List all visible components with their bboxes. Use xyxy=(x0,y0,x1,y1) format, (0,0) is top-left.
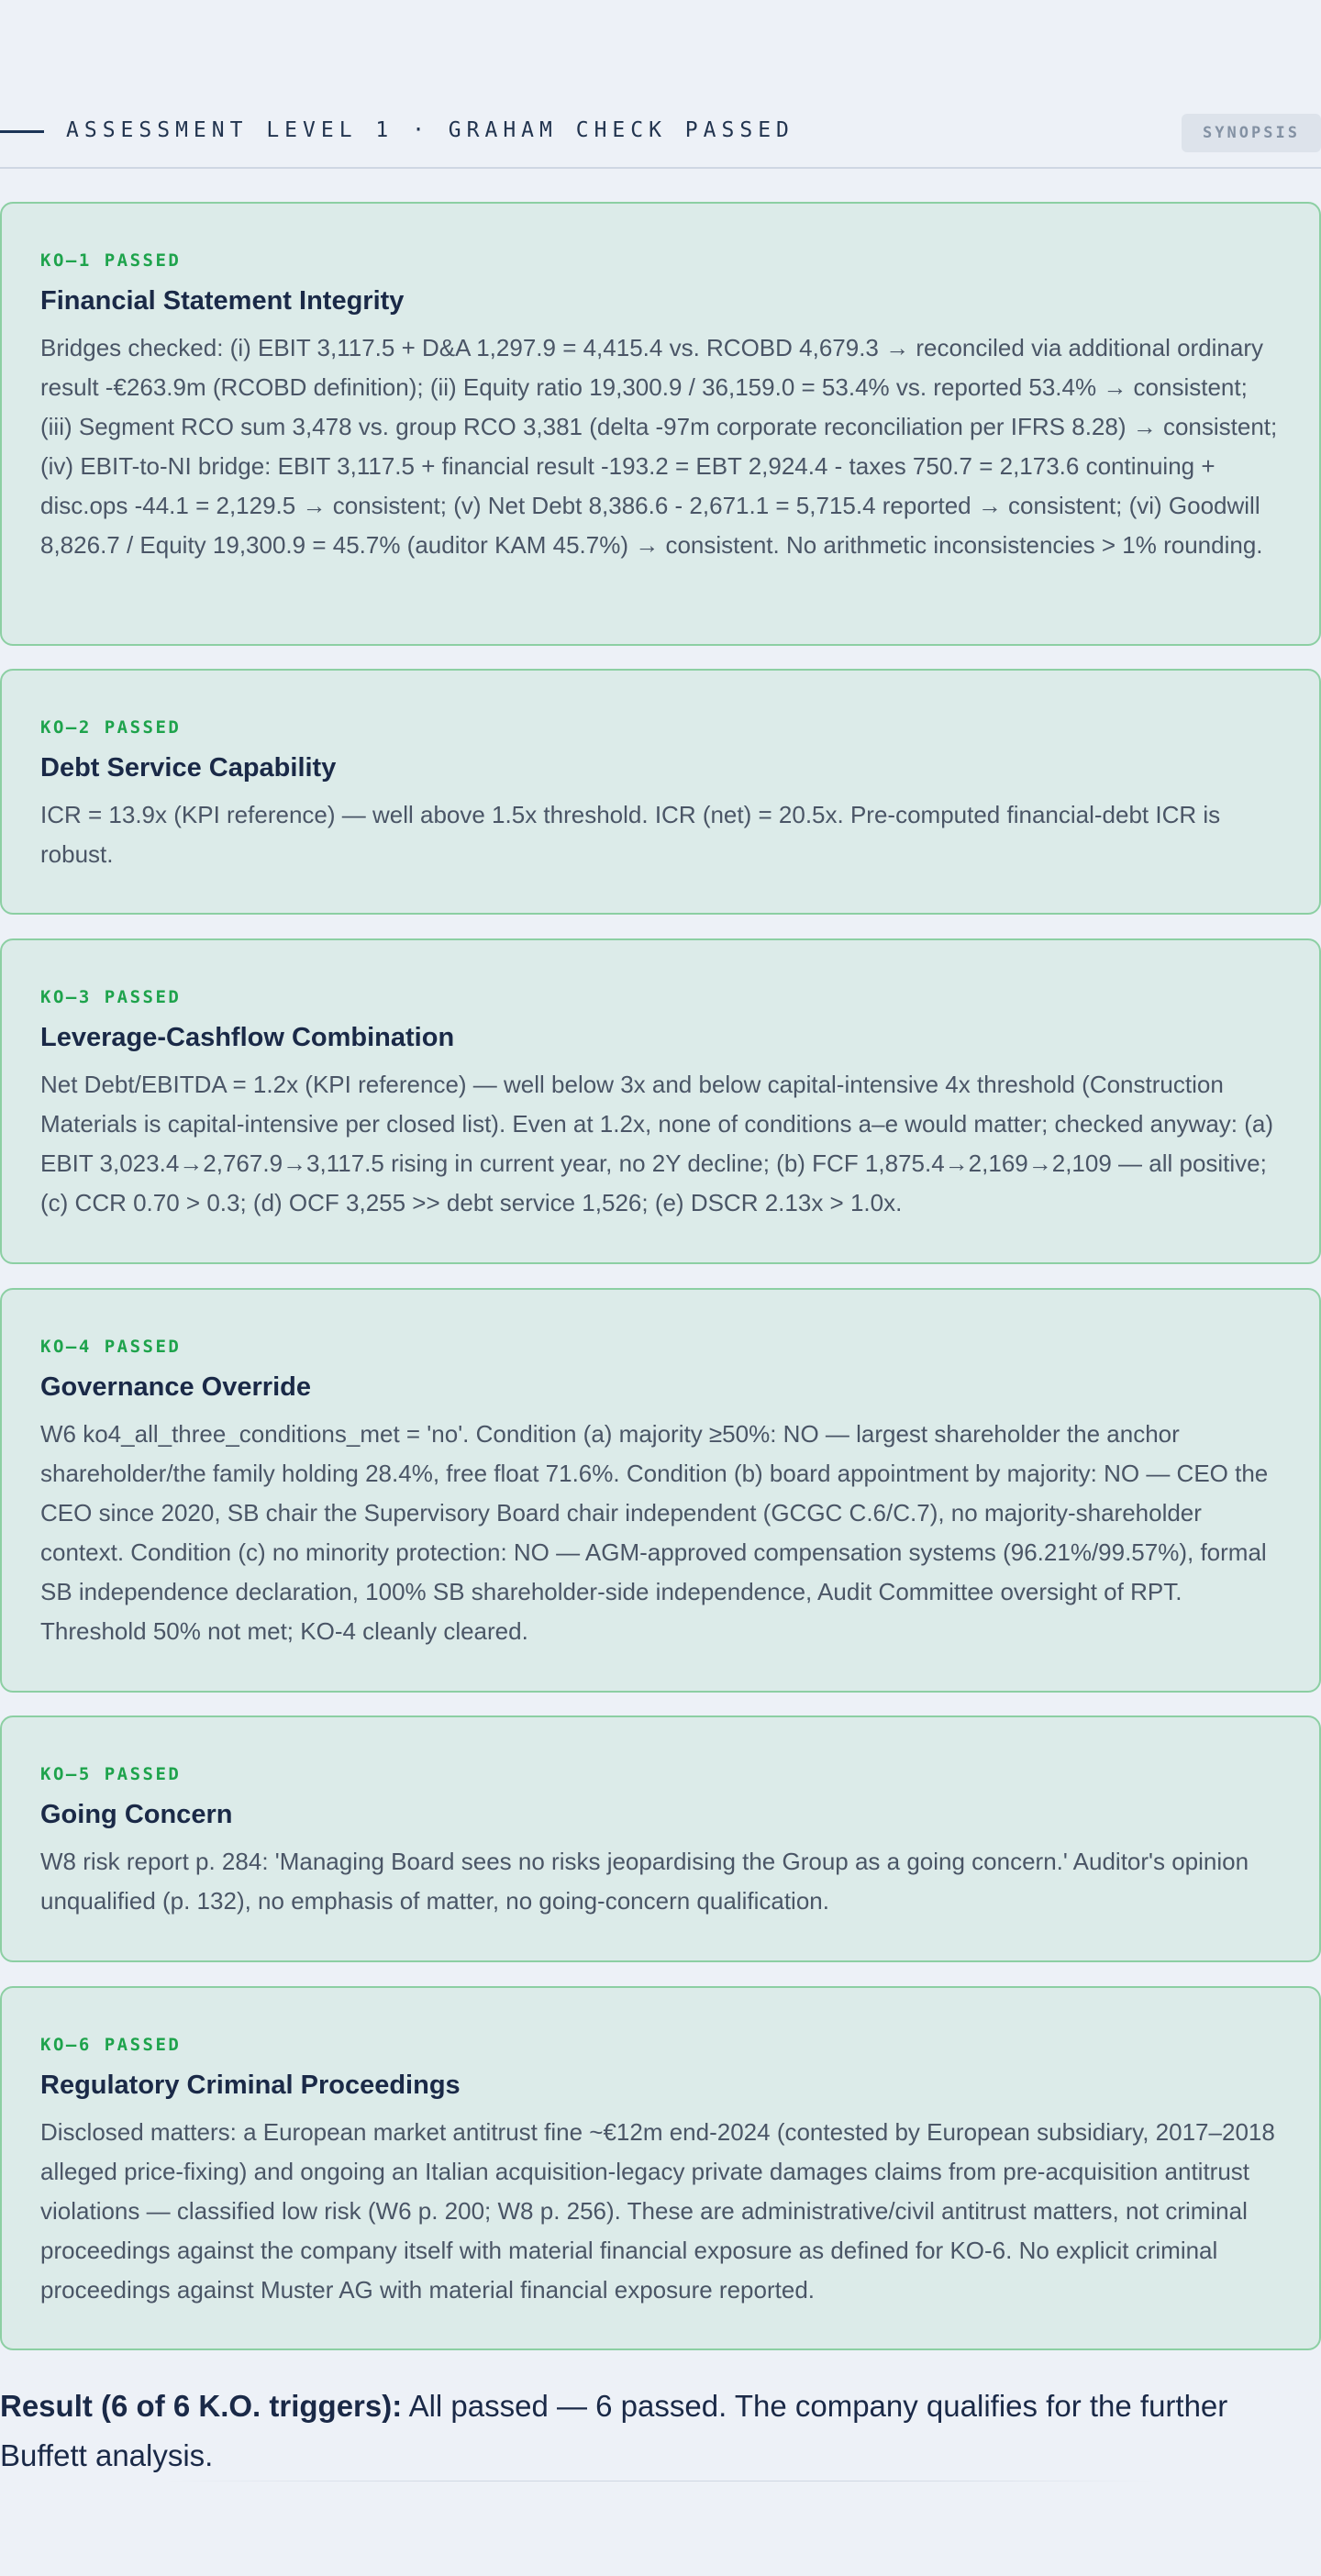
ko-status-badge: KO–6 PASSED xyxy=(40,2035,182,2055)
ko-card-body: Net Debt/EBITDA = 1.2x (KPI reference) — well below 3x and below capital-intensive 4x threshold (Construction Materials is capital-intensive per closed list). Even at 1.2x, none of conditions a–e would matter; checked anyway: (a) EBIT 3,023.4→2,767.9→3,117.5 rising in current year, no 2Y decline; (b) FCF 1,875.4→2,169→2,109 — all positive; (c) CCR 0.70 > 0.3; (d) OCF 3,255 >> debt service 1,526; (e) DSCR 2.13x > 1.0x. xyxy=(40,1071,1274,1216)
ko-status-badge: KO–2 PASSED xyxy=(40,717,182,738)
ko-card-title: Regulatory Criminal Proceedings xyxy=(40,2071,461,2100)
ko-card-1 xyxy=(0,202,1321,646)
ko-card-body: Bridges checked: (i) EBIT 3,117.5 + D&A 1,297.9 = 4,415.4 vs. RCOBD 4,679.3 → reconciled via additional ordinary result -€263.9m (RCOBD definition); (ii) Equity ratio 19,300.9 / 36,159.0 = 53.4% vs. reported 53.4% → consistent; (iii) Segment RCO sum 3,478 vs. group RCO 3,381 (delta -97m corporate reconciliation per IFRS 8.28) → consistent; (iv) EBIT-to-NI bridge: EBIT 3,117.5 + financial result -193.2 = EBT 2,924.4 - taxes 750.7 = 2,173.6 continuing + disc.ops -44.1 = 2,129.5 → consistent; (v) Net Debt 8,386.6 - 2,671.1 = 5,715.4 reported → consistent; (vi) Goodwill 8,826.7 / Equity 19,300.9 = 45.7% (auditor KAM 45.7%) → consistent. No arithmetic inconsistencies > 1% rounding. xyxy=(40,334,1278,559)
ko-card-title: Debt Service Capability xyxy=(40,753,337,783)
ko-card-6 xyxy=(0,1986,1321,2350)
ko-card-2 xyxy=(0,669,1321,915)
ko-status-badge: KO–4 PASSED xyxy=(40,1337,182,1357)
ko-card-5 xyxy=(0,1715,1321,1962)
ko-card-3 xyxy=(0,938,1321,1264)
ko-status-badge: KO–5 PASSED xyxy=(40,1764,182,1784)
result-label: Result (6 of 6 K.O. triggers): xyxy=(0,2389,403,2423)
ko-card-title: Financial Statement Integrity xyxy=(40,286,405,316)
assessment-title: ASSESSMENT LEVEL 1 · GRAHAM CHECK PASSED xyxy=(66,118,794,142)
ko-card-title: Leverage-Cashflow Combination xyxy=(40,1023,455,1052)
ko-card-body: Disclosed matters: a European market antitrust fine ~€12m end-2024 (contested by European subsidiary, 2017–2018 alleged price-fixing) and ongoing an Italian acquisition-legacy private damages claims from pre-acquisition antitrust violations — classified low risk (W6 p. 200; W8 p. 256). These are administrative/civil antitrust matters, not criminal proceedings against the company itself with material financial exposure as defined for KO-6. No explicit criminal proceedings against Muster AG with material financial exposure reported. xyxy=(40,2118,1275,2304)
result-summary xyxy=(0,2382,1303,2481)
ko-card-title: Governance Override xyxy=(40,1372,311,1402)
synopsis-button[interactable]: SYNOPSIS xyxy=(1182,114,1321,152)
assessment-header xyxy=(0,110,1321,169)
result-text: All passed — 6 passed. The company qualifies for the further Buffett analysis. xyxy=(0,2389,1228,2472)
footer-divider xyxy=(165,2481,1156,2482)
ko-card-body: W6 ko4_all_three_conditions_met = 'no'. Condition (a) majority ≥50%: NO — largest shareholder the anchor shareholder/the family holding 28.4%, free float 71.6%. Condition (b) board appointment by majority: NO — CEO the CEO since 2020, SB chair the Supervisory Board chair independent (GCGC C.6/C.7), no majority-shareholder context. Condition (c) no minority protection: NO — AGM-approved compensation systems (96.21%/99.57%), formal SB independence declaration, 100% SB shareholder-side independence, Audit Committee oversight of RPT. Threshold 50% not met; KO-4 cleanly cleared. xyxy=(40,1420,1269,1645)
ko-status-badge: KO–3 PASSED xyxy=(40,987,182,1007)
header-accent-rule xyxy=(0,130,44,133)
ko-card-body: ICR = 13.9x (KPI reference) — well above 1.5x threshold. ICR (net) = 20.5x. Pre-computed financial-debt ICR is robust. xyxy=(40,801,1221,868)
ko-card-title: Going Concern xyxy=(40,1800,233,1829)
ko-card-4 xyxy=(0,1288,1321,1693)
ko-status-badge: KO–1 PASSED xyxy=(40,250,182,271)
ko-card-body: W8 risk report p. 284: 'Managing Board sees no risks jeopardising the Group as a going concern.' Auditor's opinion unqualified (p. 132), no emphasis of matter, no going-concern qualification. xyxy=(40,1848,1249,1915)
